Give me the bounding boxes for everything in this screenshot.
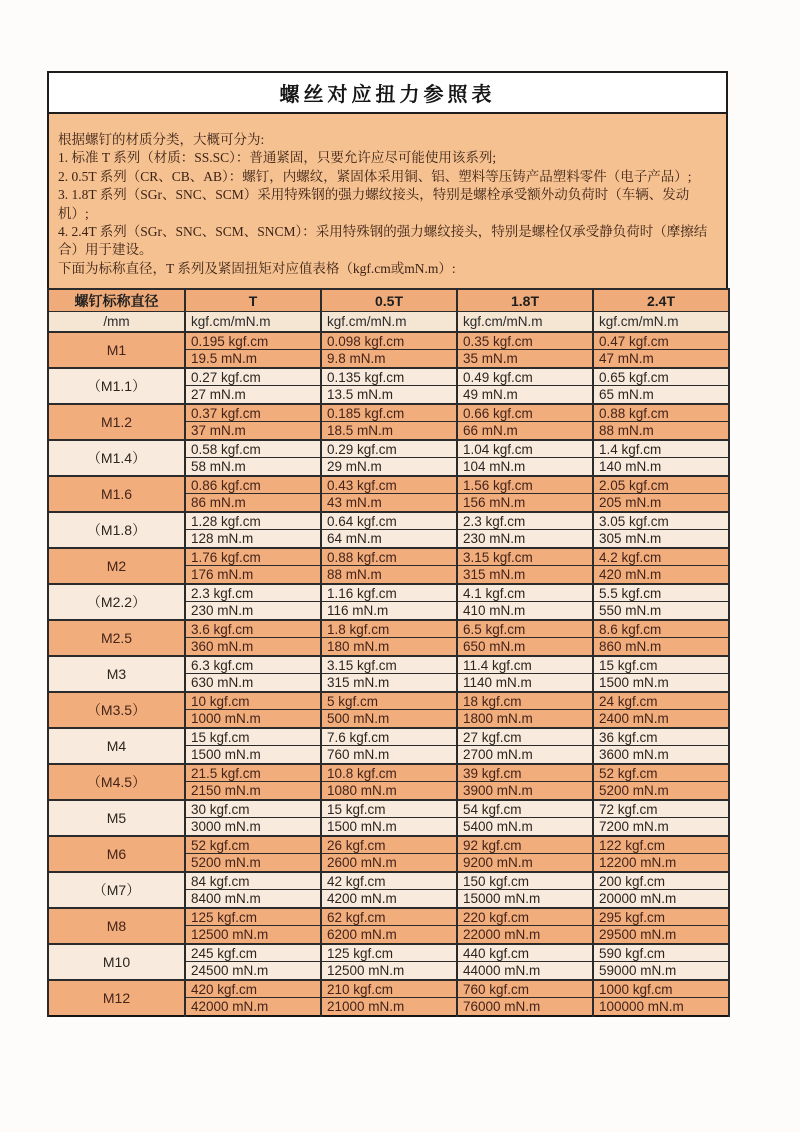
table-row [48, 800, 729, 818]
table-row [48, 944, 729, 962]
mn-value-cell: 1500 mN.m [185, 746, 321, 764]
mn-value-cell: 116 mN.m [321, 602, 457, 620]
mn-value-cell: 19.5 mN.m [185, 350, 321, 368]
kgf-value-cell: 590 kgf.cm [593, 944, 729, 962]
kgf-value-cell: 15 kgf.cm [321, 800, 457, 818]
header-diameter-unit: /mm [48, 312, 185, 332]
mn-value-cell: 13.5 mN.m [321, 386, 457, 404]
mn-value-cell: 7200 mN.m [593, 818, 729, 836]
kgf-value-cell: 125 kgf.cm [321, 944, 457, 962]
mn-value-cell: 42000 mN.m [185, 998, 321, 1016]
kgf-value-cell: 220 kgf.cm [457, 908, 593, 926]
document-body [47, 71, 728, 1017]
header-row-series [48, 289, 729, 312]
mn-value-cell: 550 mN.m [593, 602, 729, 620]
kgf-value-cell: 1.4 kgf.cm [593, 440, 729, 458]
intro-line: 根据螺钉的材质分类，大概可分为: [58, 132, 265, 147]
intro-line: 3. 1.8T 系列（SGr、SNC、SCM）采用特殊钢的强力螺纹接头，特别是螺栓承受额外动负荷时（车辆、发动机）; [58, 187, 690, 221]
header-unit-label: kgf.cm/mN.m [593, 312, 729, 332]
kgf-value-cell: 5.5 kgf.cm [593, 584, 729, 602]
torque-table-header [48, 289, 729, 332]
diameter-label: M8 [48, 908, 185, 944]
kgf-value-cell: 0.65 kgf.cm [593, 368, 729, 386]
mn-value-cell: 2150 mN.m [185, 782, 321, 800]
mn-value-cell: 420 mN.m [593, 566, 729, 584]
diameter-label: M5 [48, 800, 185, 836]
torque-table-body [48, 332, 729, 1016]
mn-value-cell: 205 mN.m [593, 494, 729, 512]
intro-line: 下面为标称直径，T 系列及紧固扭矩对应值表格（kgf.cm或mN.m）: [58, 260, 456, 276]
diameter-label: M2.5 [48, 620, 185, 656]
mn-value-cell: 88 mN.m [593, 422, 729, 440]
mn-value-cell: 9.8 mN.m [321, 350, 457, 368]
diameter-label: （M1.4） [48, 440, 185, 476]
mn-value-cell: 315 mN.m [457, 566, 593, 584]
kgf-value-cell: 245 kgf.cm [185, 944, 321, 962]
diameter-label: （M2.2） [48, 584, 185, 620]
header-series-18t: 1.8T [457, 289, 593, 312]
diameter-label: M1.2 [48, 404, 185, 440]
kgf-value-cell: 5 kgf.cm [321, 692, 457, 710]
diameter-label: M3 [48, 656, 185, 692]
kgf-value-cell: 54 kgf.cm [457, 800, 593, 818]
kgf-value-cell: 0.185 kgf.cm [321, 404, 457, 422]
table-row [48, 584, 729, 602]
mn-value-cell: 315 mN.m [321, 674, 457, 692]
mn-value-cell: 22000 mN.m [457, 926, 593, 944]
kgf-value-cell: 8.6 kgf.cm [593, 620, 729, 638]
kgf-value-cell: 0.27 kgf.cm [185, 368, 321, 386]
table-row [48, 620, 729, 638]
diameter-label: （M7） [48, 872, 185, 908]
mn-value-cell: 76000 mN.m [457, 998, 593, 1016]
kgf-value-cell: 10 kgf.cm [185, 692, 321, 710]
diameter-label: M12 [48, 980, 185, 1016]
mn-value-cell: 104 mN.m [457, 458, 593, 476]
mn-value-cell: 12500 mN.m [185, 926, 321, 944]
mn-value-cell: 230 mN.m [185, 602, 321, 620]
mn-value-cell: 5400 mN.m [457, 818, 593, 836]
table-row [48, 404, 729, 422]
table-row [48, 656, 729, 674]
intro-line: 2. 0.5T 系列（CR、CB、AB）：螺钉，内螺纹，紧固体采用铜、铝、塑料等压铸产品塑料零件（电子产品）; [58, 168, 692, 184]
diameter-label: M1.6 [48, 476, 185, 512]
kgf-value-cell: 0.86 kgf.cm [185, 476, 321, 494]
kgf-value-cell: 0.88 kgf.cm [321, 548, 457, 566]
mn-value-cell: 59000 mN.m [593, 962, 729, 980]
mn-value-cell: 21000 mN.m [321, 998, 457, 1016]
mn-value-cell: 100000 mN.m [593, 998, 729, 1016]
mn-value-cell: 66 mN.m [457, 422, 593, 440]
kgf-value-cell: 6.5 kgf.cm [457, 620, 593, 638]
mn-value-cell: 44000 mN.m [457, 962, 593, 980]
page-title: 螺丝对应扭力参照表 [279, 84, 496, 106]
mn-value-cell: 15000 mN.m [457, 890, 593, 908]
mn-value-cell: 8400 mN.m [185, 890, 321, 908]
kgf-value-cell: 125 kgf.cm [185, 908, 321, 926]
kgf-value-cell: 52 kgf.cm [593, 764, 729, 782]
kgf-value-cell: 0.58 kgf.cm [185, 440, 321, 458]
kgf-value-cell: 84 kgf.cm [185, 872, 321, 890]
diameter-label: （M3.5） [48, 692, 185, 728]
mn-value-cell: 1800 mN.m [457, 710, 593, 728]
mn-value-cell: 128 mN.m [185, 530, 321, 548]
kgf-value-cell: 0.135 kgf.cm [321, 368, 457, 386]
diameter-label: M6 [48, 836, 185, 872]
table-row [48, 440, 729, 458]
mn-value-cell: 3600 mN.m [593, 746, 729, 764]
mn-value-cell: 37 mN.m [185, 422, 321, 440]
kgf-value-cell: 0.43 kgf.cm [321, 476, 457, 494]
mn-value-cell: 140 mN.m [593, 458, 729, 476]
kgf-value-cell: 42 kgf.cm [321, 872, 457, 890]
table-row [48, 728, 729, 746]
kgf-value-cell: 3.15 kgf.cm [321, 656, 457, 674]
diameter-label: M10 [48, 944, 185, 980]
kgf-value-cell: 30 kgf.cm [185, 800, 321, 818]
mn-value-cell: 305 mN.m [593, 530, 729, 548]
kgf-value-cell: 1.16 kgf.cm [321, 584, 457, 602]
mn-value-cell: 88 mN.m [321, 566, 457, 584]
mn-value-cell: 35 mN.m [457, 350, 593, 368]
mn-value-cell: 180 mN.m [321, 638, 457, 656]
mn-value-cell: 49 mN.m [457, 386, 593, 404]
mn-value-cell: 1000 mN.m [185, 710, 321, 728]
kgf-value-cell: 1.04 kgf.cm [457, 440, 593, 458]
kgf-value-cell: 0.098 kgf.cm [321, 332, 457, 350]
kgf-value-cell: 0.47 kgf.cm [593, 332, 729, 350]
kgf-value-cell: 6.3 kgf.cm [185, 656, 321, 674]
kgf-value-cell: 52 kgf.cm [185, 836, 321, 854]
intro-line: 4. 2.4T 系列（SGr、SNC、SCM、SNCM）：采用特殊钢的强力螺纹接头，特别是螺栓仅承受静负荷时（摩擦结合）用于建设。 [58, 224, 708, 258]
table-row [48, 836, 729, 854]
kgf-value-cell: 4.2 kgf.cm [593, 548, 729, 566]
table-row [48, 692, 729, 710]
mn-value-cell: 86 mN.m [185, 494, 321, 512]
mn-value-cell: 3000 mN.m [185, 818, 321, 836]
kgf-value-cell: 15 kgf.cm [593, 656, 729, 674]
intro-line: 1. 标准 T 系列（材质：SS.SC）：普通紧固，只要允许应尽可能使用该系列; [58, 150, 497, 166]
table-row [48, 764, 729, 782]
mn-value-cell: 156 mN.m [457, 494, 593, 512]
kgf-value-cell: 1.76 kgf.cm [185, 548, 321, 566]
diameter-label: M2 [48, 548, 185, 584]
kgf-value-cell: 122 kgf.cm [593, 836, 729, 854]
kgf-value-cell: 18 kgf.cm [457, 692, 593, 710]
kgf-value-cell: 24 kgf.cm [593, 692, 729, 710]
header-unit-label: kgf.cm/mN.m [185, 312, 321, 332]
mn-value-cell: 6200 mN.m [321, 926, 457, 944]
kgf-value-cell: 0.49 kgf.cm [457, 368, 593, 386]
mn-value-cell: 2400 mN.m [593, 710, 729, 728]
kgf-value-cell: 1.28 kgf.cm [185, 512, 321, 530]
kgf-value-cell: 7.6 kgf.cm [321, 728, 457, 746]
mn-value-cell: 1500 mN.m [593, 674, 729, 692]
diameter-label: （M1.1） [48, 368, 185, 404]
kgf-value-cell: 210 kgf.cm [321, 980, 457, 998]
diameter-label: M1 [48, 332, 185, 368]
header-series-t: T [185, 289, 321, 312]
mn-value-cell: 410 mN.m [457, 602, 593, 620]
diameter-label: （M4.5） [48, 764, 185, 800]
mn-value-cell: 1500 mN.m [321, 818, 457, 836]
intro-box [47, 114, 728, 290]
mn-value-cell: 64 mN.m [321, 530, 457, 548]
kgf-value-cell: 0.66 kgf.cm [457, 404, 593, 422]
mn-value-cell: 58 mN.m [185, 458, 321, 476]
mn-value-cell: 860 mN.m [593, 638, 729, 656]
mn-value-cell: 176 mN.m [185, 566, 321, 584]
mn-value-cell: 2700 mN.m [457, 746, 593, 764]
kgf-value-cell: 760 kgf.cm [457, 980, 593, 998]
kgf-value-cell: 92 kgf.cm [457, 836, 593, 854]
kgf-value-cell: 1.56 kgf.cm [457, 476, 593, 494]
table-row [48, 980, 729, 998]
kgf-value-cell: 0.88 kgf.cm [593, 404, 729, 422]
mn-value-cell: 9200 mN.m [457, 854, 593, 872]
kgf-value-cell: 21.5 kgf.cm [185, 764, 321, 782]
diameter-label: M4 [48, 728, 185, 764]
table-row [48, 332, 729, 350]
torque-table [47, 288, 730, 1017]
kgf-value-cell: 1000 kgf.cm [593, 980, 729, 998]
mn-value-cell: 500 mN.m [321, 710, 457, 728]
kgf-value-cell: 26 kgf.cm [321, 836, 457, 854]
kgf-value-cell: 10.8 kgf.cm [321, 764, 457, 782]
kgf-value-cell: 0.195 kgf.cm [185, 332, 321, 350]
header-unit-label: kgf.cm/mN.m [321, 312, 457, 332]
mn-value-cell: 12500 mN.m [321, 962, 457, 980]
kgf-value-cell: 3.15 kgf.cm [457, 548, 593, 566]
mn-value-cell: 27 mN.m [185, 386, 321, 404]
mn-value-cell: 3900 mN.m [457, 782, 593, 800]
mn-value-cell: 1080 mN.m [321, 782, 457, 800]
header-row-units [48, 312, 729, 332]
table-row [48, 476, 729, 494]
table-row [48, 368, 729, 386]
kgf-value-cell: 0.37 kgf.cm [185, 404, 321, 422]
kgf-value-cell: 27 kgf.cm [457, 728, 593, 746]
mn-value-cell: 230 mN.m [457, 530, 593, 548]
mn-value-cell: 4200 mN.m [321, 890, 457, 908]
diameter-label: （M1.8） [48, 512, 185, 548]
header-series-24t: 2.4T [593, 289, 729, 312]
title-box [47, 71, 728, 114]
mn-value-cell: 360 mN.m [185, 638, 321, 656]
mn-value-cell: 760 mN.m [321, 746, 457, 764]
mn-value-cell: 20000 mN.m [593, 890, 729, 908]
kgf-value-cell: 2.3 kgf.cm [185, 584, 321, 602]
table-row [48, 872, 729, 890]
kgf-value-cell: 2.3 kgf.cm [457, 512, 593, 530]
mn-value-cell: 650 mN.m [457, 638, 593, 656]
kgf-value-cell: 0.29 kgf.cm [321, 440, 457, 458]
table-row [48, 512, 729, 530]
kgf-value-cell: 420 kgf.cm [185, 980, 321, 998]
kgf-value-cell: 3.05 kgf.cm [593, 512, 729, 530]
header-series-05t: 0.5T [321, 289, 457, 312]
kgf-value-cell: 4.1 kgf.cm [457, 584, 593, 602]
kgf-value-cell: 72 kgf.cm [593, 800, 729, 818]
mn-value-cell: 1140 mN.m [457, 674, 593, 692]
mn-value-cell: 630 mN.m [185, 674, 321, 692]
mn-value-cell: 43 mN.m [321, 494, 457, 512]
mn-value-cell: 24500 mN.m [185, 962, 321, 980]
table-row [48, 908, 729, 926]
mn-value-cell: 65 mN.m [593, 386, 729, 404]
kgf-value-cell: 150 kgf.cm [457, 872, 593, 890]
kgf-value-cell: 36 kgf.cm [593, 728, 729, 746]
kgf-value-cell: 11.4 kgf.cm [457, 656, 593, 674]
mn-value-cell: 29 mN.m [321, 458, 457, 476]
kgf-value-cell: 0.64 kgf.cm [321, 512, 457, 530]
header-unit-label: kgf.cm/mN.m [457, 312, 593, 332]
mn-value-cell: 5200 mN.m [593, 782, 729, 800]
kgf-value-cell: 62 kgf.cm [321, 908, 457, 926]
kgf-value-cell: 200 kgf.cm [593, 872, 729, 890]
header-diameter-title: 螺钉标称直径 [48, 289, 185, 312]
table-row [48, 548, 729, 566]
kgf-value-cell: 0.35 kgf.cm [457, 332, 593, 350]
mn-value-cell: 12200 mN.m [593, 854, 729, 872]
kgf-value-cell: 3.6 kgf.cm [185, 620, 321, 638]
kgf-value-cell: 39 kgf.cm [457, 764, 593, 782]
mn-value-cell: 5200 mN.m [185, 854, 321, 872]
mn-value-cell: 47 mN.m [593, 350, 729, 368]
kgf-value-cell: 295 kgf.cm [593, 908, 729, 926]
kgf-value-cell: 440 kgf.cm [457, 944, 593, 962]
kgf-value-cell: 2.05 kgf.cm [593, 476, 729, 494]
kgf-value-cell: 1.8 kgf.cm [321, 620, 457, 638]
mn-value-cell: 18.5 mN.m [321, 422, 457, 440]
mn-value-cell: 2600 mN.m [321, 854, 457, 872]
mn-value-cell: 29500 mN.m [593, 926, 729, 944]
kgf-value-cell: 15 kgf.cm [185, 728, 321, 746]
